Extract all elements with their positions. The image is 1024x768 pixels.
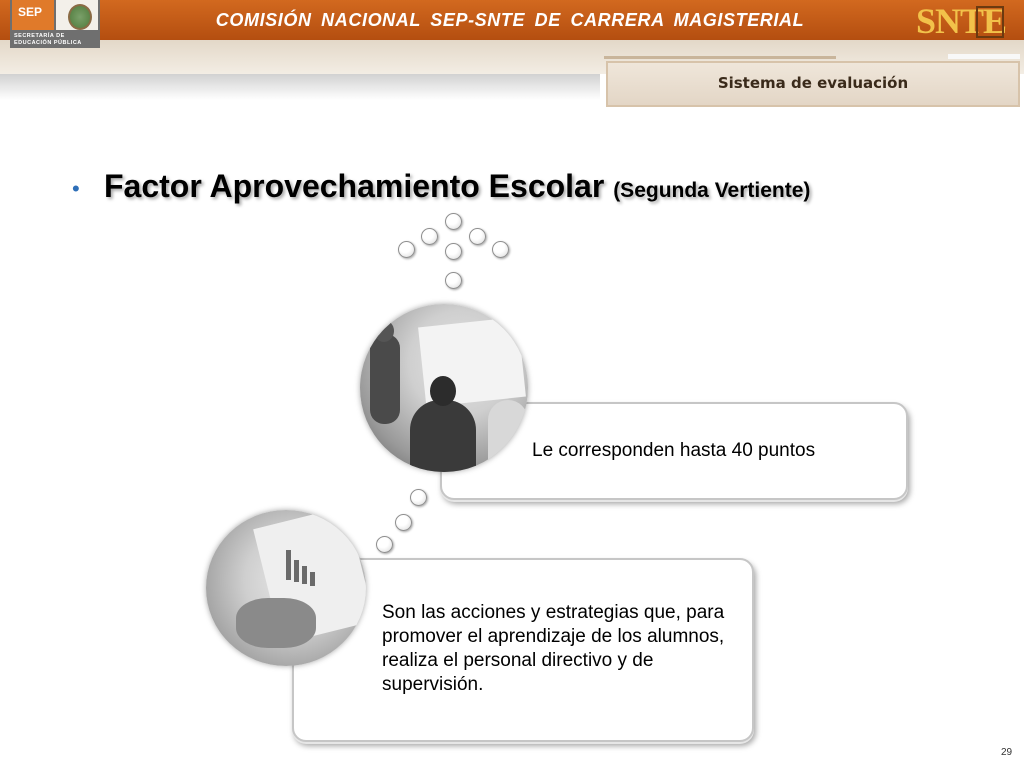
bubble-decoration — [376, 536, 393, 553]
header-shadow — [0, 74, 600, 100]
sep-logo — [10, 0, 100, 48]
bullet-icon: • — [72, 176, 80, 201]
bubble-decoration — [395, 514, 412, 531]
chart-document-photo — [206, 510, 366, 666]
bubble-decoration — [398, 241, 415, 258]
bubble-decoration — [445, 272, 462, 289]
bubble-decoration — [445, 213, 462, 230]
heading-main: Factor Aprovechamiento Escolar — [104, 168, 605, 204]
sep-logo-abbr: SEP — [18, 5, 43, 19]
panel-definition-text: Son las acciones y estrategias que, para promover el aprendizaje de los alumnos, realiza el personal directivo y de supervisión. — [382, 602, 725, 695]
mexico-seal-icon — [56, 0, 98, 30]
header-title: COMISIÓN NACIONAL SEP-SNTE DE CARRERA MAGISTERIAL — [215, 10, 805, 30]
bubble-decoration — [469, 228, 486, 245]
bubble-decoration — [410, 489, 427, 506]
subheader-title: Sistema de evaluación — [717, 74, 909, 92]
bubble-decoration — [445, 243, 462, 260]
snte-logo — [916, 2, 1006, 40]
heading-sub: (Segunda Vertiente) — [613, 179, 811, 202]
sep-logo-line2: EDUCACIÓN PÚBLICA — [14, 40, 82, 46]
snte-logo-text: SNTE — [916, 1, 1007, 41]
bubble-decoration — [421, 228, 438, 245]
page-number: 29 — [1001, 747, 1013, 758]
classroom-photo — [360, 304, 528, 472]
panel-points-text: Le corresponden hasta 40 puntos — [532, 440, 816, 461]
sep-logo-line1: SECRETARÍA DE — [14, 33, 65, 39]
slide-heading — [104, 168, 810, 205]
bubble-decoration — [492, 241, 509, 258]
